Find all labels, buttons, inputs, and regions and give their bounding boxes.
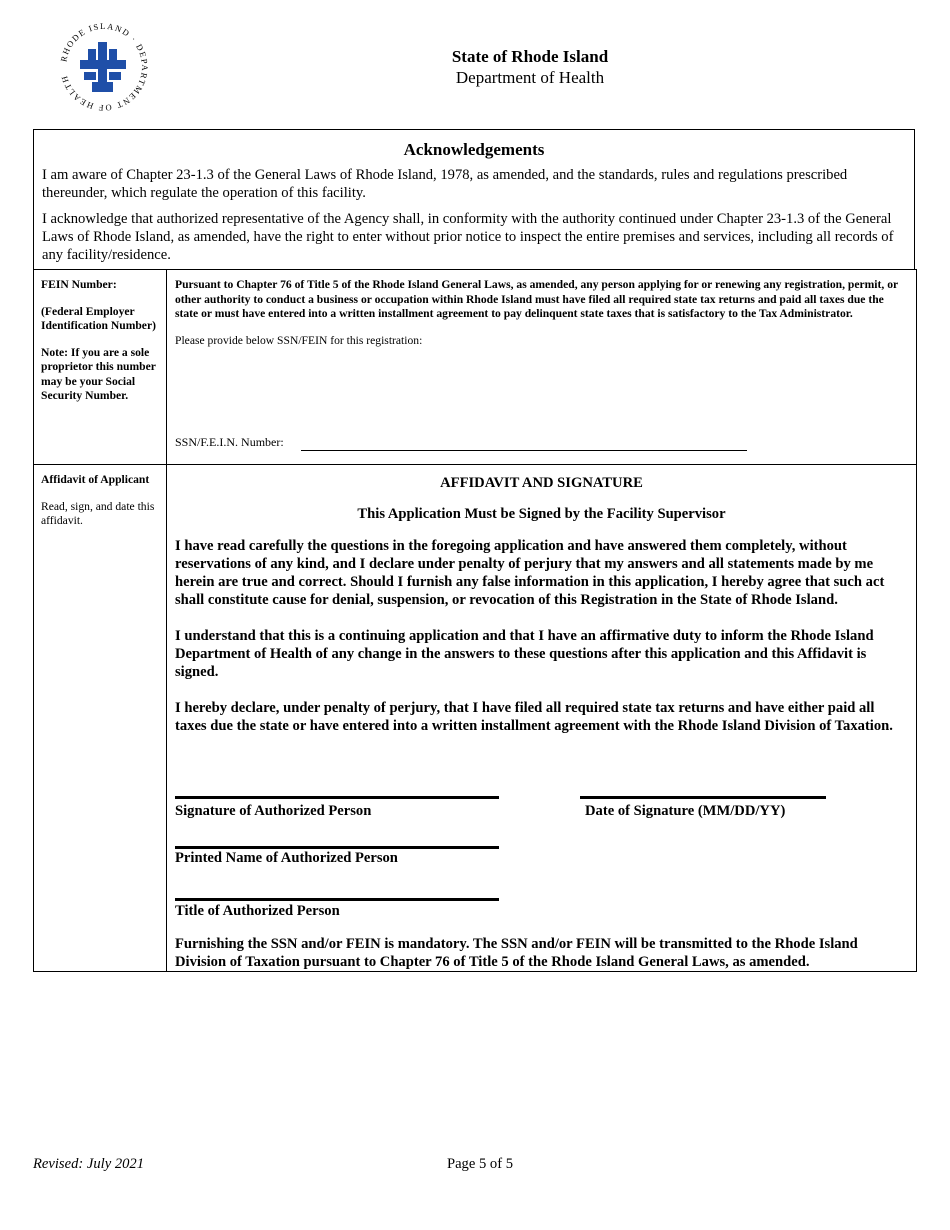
affidavit-paragraph-3: I hereby declare, under penalty of perjury, that I have filed all required state tax returns and have either paid all taxes due the state or have entered into a written installment agreement with the Rhode Island Division of Taxation. bbox=[175, 700, 893, 734]
fein-left-column bbox=[34, 270, 167, 464]
fein-right-column bbox=[167, 270, 916, 464]
page-number: Page 5 of 5 bbox=[446, 1156, 514, 1172]
affidavit-right-column bbox=[167, 465, 916, 971]
signature-label: Signature of Authorized Person bbox=[175, 803, 372, 819]
affidavit-left-column bbox=[34, 465, 167, 971]
state-name: State of Rhode Island bbox=[451, 47, 609, 66]
affidavit-label: Affidavit of Applicant bbox=[41, 473, 150, 486]
ri-department-of-health-seal bbox=[56, 22, 152, 112]
acknowledgement-paragraph-2: I acknowledge that authorized representative of the Agency shall, in conformity with the authority continued under Chapter 23-1.3 of the General Laws of Rhode Island, as amended, have the right to enter without prior notice to inspect the entire premises and services, including all records of any facility/residence. bbox=[42, 211, 894, 263]
header-title bbox=[380, 46, 680, 88]
date-of-signature-label: Date of Signature (MM/DD/YY) bbox=[585, 803, 786, 819]
department-name: Department of Health bbox=[455, 68, 605, 87]
affidavit-title: AFFIDAVIT AND SIGNATURE bbox=[440, 475, 643, 491]
fein-prompt: Please provide below SSN/FEIN for this registration: bbox=[175, 333, 423, 347]
title-label: Title of Authorized Person bbox=[175, 903, 340, 919]
signature-line[interactable] bbox=[175, 796, 499, 799]
printed-name-line[interactable] bbox=[175, 846, 499, 849]
fein-label-description: (Federal Employer Identification Number) bbox=[41, 304, 156, 332]
acknowledgement-paragraph-1: I am aware of Chapter 23-1.3 of the General Laws of Rhode Island, 1978, as amended, and the standards, rules and regulations prescribed thereunder, which regulate the operation of this facility. bbox=[42, 167, 848, 201]
ssn-fein-input-line[interactable] bbox=[301, 450, 747, 451]
page-header bbox=[0, 0, 950, 128]
fein-label: FEIN Number: bbox=[41, 278, 117, 291]
affidavit-instructions: Read, sign, and date this affidavit. bbox=[41, 499, 155, 527]
title-line[interactable] bbox=[175, 898, 499, 901]
printed-name-label: Printed Name of Authorized Person bbox=[175, 850, 398, 866]
fein-section bbox=[33, 269, 917, 465]
acknowledgements-section bbox=[33, 129, 915, 269]
affidavit-paragraph-1: I have read carefully the questions in the foregoing application and have answered them completely, without reservations of any kind, and I declare under penalty of perjury that my answers and all statements made by me herein are true and correct. Should I furnish any false information in this application, I hereby agree that such act shall constitute cause for denial, suspension, or revocation of this Registration in the State of Rhode Island. bbox=[175, 538, 885, 608]
affidavit-section bbox=[33, 465, 917, 972]
affidavit-subtitle: This Application Must be Signed by the Facility Supervisor bbox=[357, 506, 726, 522]
ssn-fein-field-label: SSN/F.E.I.N. Number: bbox=[175, 435, 284, 449]
svg-text:RHODE ISLAND · DEPARTMENT OF H: RHODE ISLAND · DEPARTMENT OF HEALTH bbox=[58, 22, 151, 112]
acknowledgements-heading: Acknowledgements bbox=[403, 140, 545, 159]
fein-legal-text: Pursuant to Chapter 76 of Title 5 of the Rhode Island General Laws, as amended, any person applying for or renewing any registration, permit, or other authority to conduct a business or occupation within Rhode Island must have filed all required state tax returns and paid all taxes due the state or must have entered into a written installment agreement to pay delinquent state taxes that is satisfactory to the Tax Administrator. bbox=[175, 278, 898, 320]
fein-note: Note: If you are a sole proprietor this number may be your Social Security Number. bbox=[41, 345, 156, 402]
affidavit-paragraph-2: I understand that this is a continuing application and that I have an affirmative duty to inform the Rhode Island Department of Health of any change in the answers to these questions after this application and this Affidavit is signed. bbox=[175, 628, 874, 680]
revision-date: Revised: July 2021 bbox=[33, 1156, 145, 1172]
mandatory-ssn-fein-note: Furnishing the SSN and/or FEIN is mandatory. The SSN and/or FEIN will be transmitted to the Rhode Island Division of Taxation pursuant to Chapter 76 of Title 5 of the Rhode Island General Laws, as amended. bbox=[175, 936, 858, 970]
date-of-signature-line[interactable] bbox=[580, 796, 826, 799]
